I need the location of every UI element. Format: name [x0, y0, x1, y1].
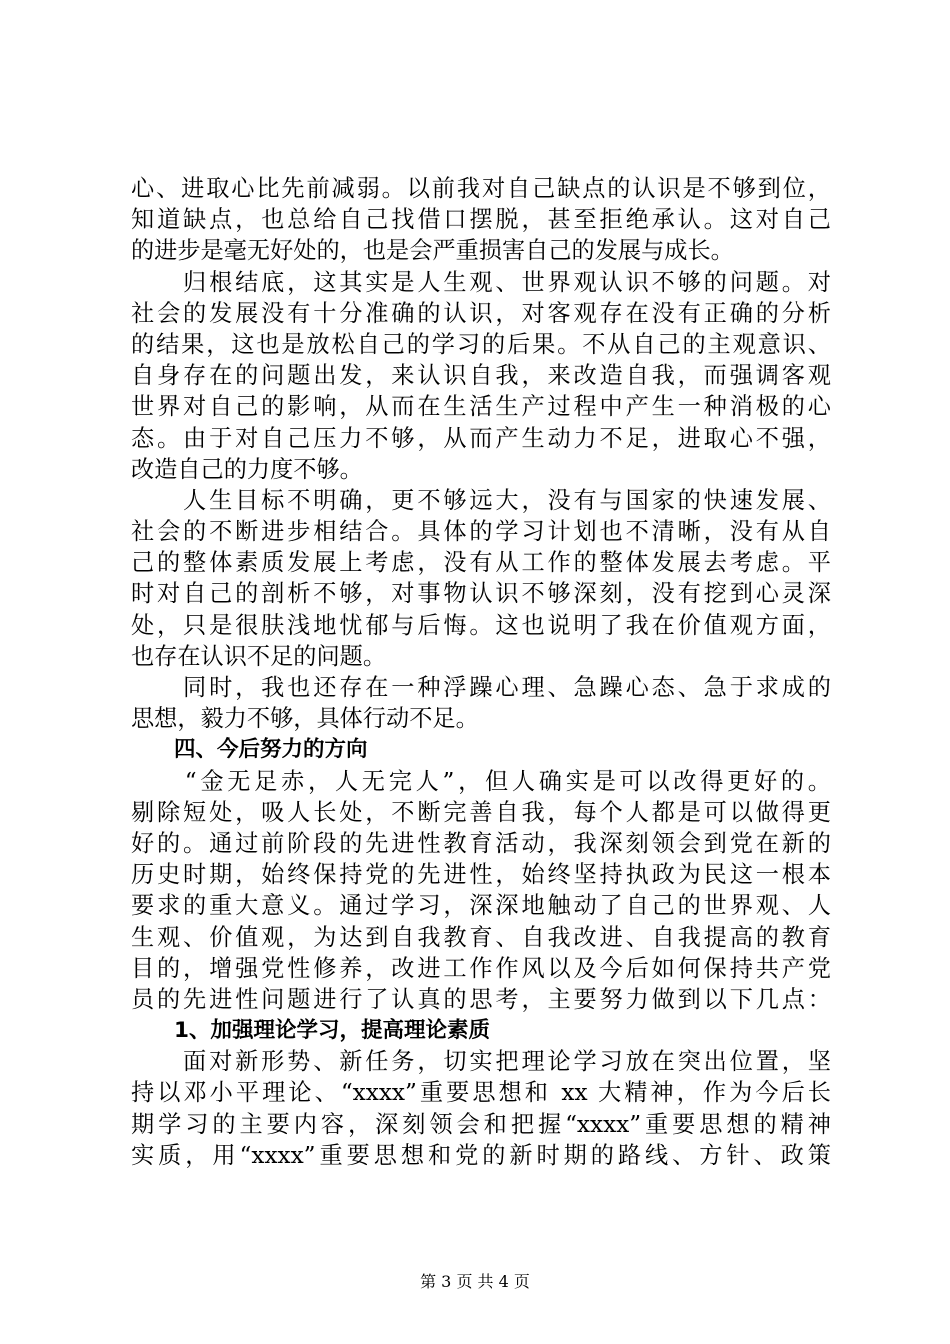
body-line: 的进步是毫无好处的，也是会严重损害自己的发展与成长。 [131, 237, 734, 265]
body-line: 归根结底，这其实是人生观、世界观认识不够的问题。对 [131, 268, 831, 296]
body-line: 历史时期，始终保持党的先进性，始终坚持执政为民这一根本 [131, 861, 831, 889]
body-line: 要求的重大意义。通过学习，深深地触动了自己的世界观、人 [131, 892, 831, 920]
body-line: 期学习的主要内容，深刻领会和把握“xxxx”重要思想的精神 [131, 1110, 831, 1138]
body-line: 态。由于对自己压力不够，从而产生动力不足，进取心不强， [131, 424, 831, 452]
body-line: 社会的发展没有十分准确的认识，对客观存在没有正确的分析 [131, 299, 831, 327]
body-line: 自身存在的问题出发，来认识自我，来改造自我，而强调客观 [131, 362, 831, 390]
body-line: 人生目标不明确，更不够远大，没有与国家的快速发展、 [131, 486, 831, 514]
body-line: 思想，毅力不够，具体行动不足。 [131, 705, 479, 733]
page-footer: 第 3 页 共 4 页 [420, 1272, 530, 1291]
body-line: 面对新形势、新任务，切实把理论学习放在突出位置，坚 [131, 1048, 831, 1076]
body-text [131, 173, 831, 1171]
body-line: 同时，我也还存在一种浮躁心理、急躁心态、急于求成的 [131, 674, 831, 701]
section-heading: 1、加强理论学习，提高理论素质 [131, 1018, 490, 1044]
body-line: 时对自己的剖析不够，对事物认识不够深刻，没有挖到心灵深 [131, 580, 831, 608]
body-line: “金无足赤，人无完人”，但人确实是可以改得更好的。 [131, 767, 831, 795]
body-line: 社会的不断进步相结合。具体的学习计划也不清晰，没有从自 [131, 518, 831, 546]
section-heading: 四、今后努力的方向 [131, 737, 368, 763]
body-line: 改造自己的力度不够。 [131, 455, 363, 483]
body-line: 目的，增强党性修养，改进工作作风以及今后如何保持共产党 [131, 954, 831, 982]
body-line: 世界对自己的影响，从而在生活生产过程中产生一种消极的心 [131, 393, 831, 421]
body-line: 处，只是很肤浅地忧郁与后悔。这也说明了我在价值观方面， [131, 611, 831, 639]
body-line: 心、进取心比先前减弱。以前我对自己缺点的认识是不够到位， [131, 175, 831, 202]
body-line: 知道缺点，也总给自己找借口摆脱，甚至拒绝承认。这对自己 [131, 206, 831, 234]
body-line: 员的先进性问题进行了认真的思考，主要努力做到以下几点： [131, 985, 831, 1013]
body-line: 好的。通过前阶段的先进性教育活动，我深刻领会到党在新的 [131, 829, 831, 857]
body-line: 剔除短处，吸人长处，不断完善自我，每个人都是可以做得更 [131, 798, 831, 826]
body-line: 也存在认识不足的问题。 [131, 642, 387, 670]
body-line: 己的整体素质发展上考虑，没有从工作的整体发展去考虑。平 [131, 549, 831, 577]
body-line: 生观、价值观，为达到自我教育、自我改进、自我提高的教育 [131, 923, 831, 951]
body-line: 实质，用“xxxx”重要思想和党的新时期的路线、方针、政策 [131, 1141, 831, 1169]
body-line: 的结果，这也是放松自己的学习的后果。不从自己的主观意识、 [131, 330, 831, 358]
body-line: 持以邓小平理论、“xxxx”重要思想和 xx 大精神，作为今后长 [131, 1079, 831, 1107]
